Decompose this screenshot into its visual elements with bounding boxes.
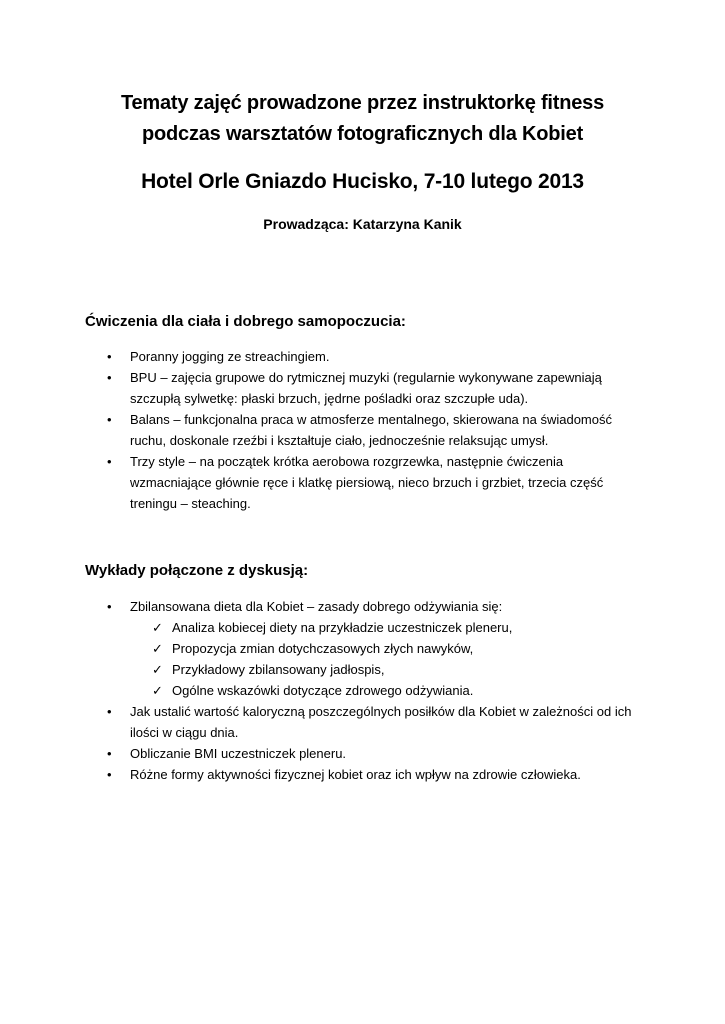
- exercises-list: [0, 346, 640, 514]
- list-item: [0, 346, 640, 367]
- checkmark-icon: ✓: [152, 683, 163, 698]
- document-title: [0, 88, 725, 150]
- bullet-icon: •: [107, 349, 112, 364]
- list-item-text: ruchu, doskonale rzeźbi i kształtuje ciało, jednocześnie relaksując umysł.: [130, 433, 549, 448]
- sublist-item-text: Ogólne wskazówki dotyczące zdrowego odżywiania.: [172, 683, 474, 698]
- bullet-icon: •: [107, 746, 112, 761]
- list-item: [0, 596, 640, 701]
- list-item-text: ilości w ciągu dnia.: [130, 725, 239, 740]
- sublist-item-text: Przykładowy zbilansowany jadłospis,: [172, 662, 385, 677]
- list-item-text: wzmacniające głównie ręce i klatkę piersiową, nieco brzuch i grzbiet, trzecia część: [130, 475, 604, 490]
- list-item: [0, 409, 640, 451]
- list-item-text: Zbilansowana dieta dla Kobiet – zasady dobrego odżywiania się:: [130, 599, 503, 614]
- list-item-text: Poranny jogging ze streachingiem.: [130, 349, 330, 364]
- bullet-icon: •: [107, 454, 112, 469]
- list-item-text: szczupłą sylwetkę: płaski brzuch, jędrne pośladki oraz szczupłe uda).: [130, 391, 529, 406]
- checkmark-icon: ✓: [152, 641, 163, 656]
- sublist-item: [130, 617, 652, 638]
- sublist-item: [130, 680, 652, 701]
- list-item-text: Trzy style – na początek krótka aerobowa rozgrzewka, następnie ćwiczenia: [130, 454, 564, 469]
- title-line-2: podczas warsztatów fotograficznych dla Kobiet: [141, 123, 584, 145]
- checkmark-icon: ✓: [152, 620, 163, 635]
- list-item-text: treningu – steaching.: [130, 496, 251, 511]
- lectures-list: [0, 596, 640, 785]
- list-item: [0, 701, 640, 743]
- section-heading-lectures: Wykłady połączone z dyskusją:: [85, 562, 309, 579]
- instructor-line: Prowadząca: Katarzyna Kanik: [263, 216, 462, 232]
- list-item: [0, 764, 640, 785]
- bullet-icon: •: [107, 599, 112, 614]
- sublist-item: [130, 659, 652, 680]
- bullet-icon: •: [107, 704, 112, 719]
- list-item-text: BPU – zajęcia grupowe do rytmicznej muzyki (regularnie wykonywane zapewniają: [130, 370, 602, 385]
- list-item-text: Różne formy aktywności fizycznej kobiet oraz ich wpływ na zdrowie człowieka.: [130, 767, 581, 782]
- list-item: [0, 743, 640, 764]
- checkmark-icon: ✓: [152, 662, 163, 677]
- event-location-date: Hotel Orle Gniazdo Hucisko, 7-10 lutego 2013: [141, 170, 584, 193]
- sublist-item-text: Propozycja zmian dotychczasowych złych nawyków,: [172, 641, 474, 656]
- bullet-icon: •: [107, 412, 112, 427]
- sublist-item: [130, 638, 652, 659]
- bullet-icon: •: [107, 767, 112, 782]
- list-item: [0, 367, 640, 409]
- list-item-text: Balans – funkcjonalna praca w atmosferze mentalnego, skierowana na świadomość: [130, 412, 612, 427]
- list-item-text: Jak ustalić wartość kaloryczną poszczególnych posiłków dla Kobiet w zależności od ich: [130, 704, 632, 719]
- sublist-item-text: Analiza kobiecej diety na przykładzie uczestniczek pleneru,: [172, 620, 513, 635]
- bullet-icon: •: [107, 370, 112, 385]
- section-heading-exercises: Ćwiczenia dla ciała i dobrego samopoczucia:: [85, 313, 406, 330]
- list-item-text: Obliczanie BMI uczestniczek pleneru.: [130, 746, 347, 761]
- list-item: [0, 451, 640, 514]
- diet-sublist: [130, 617, 640, 701]
- title-line-1: Tematy zajęć prowadzone przez instruktorkę fitness: [120, 92, 605, 114]
